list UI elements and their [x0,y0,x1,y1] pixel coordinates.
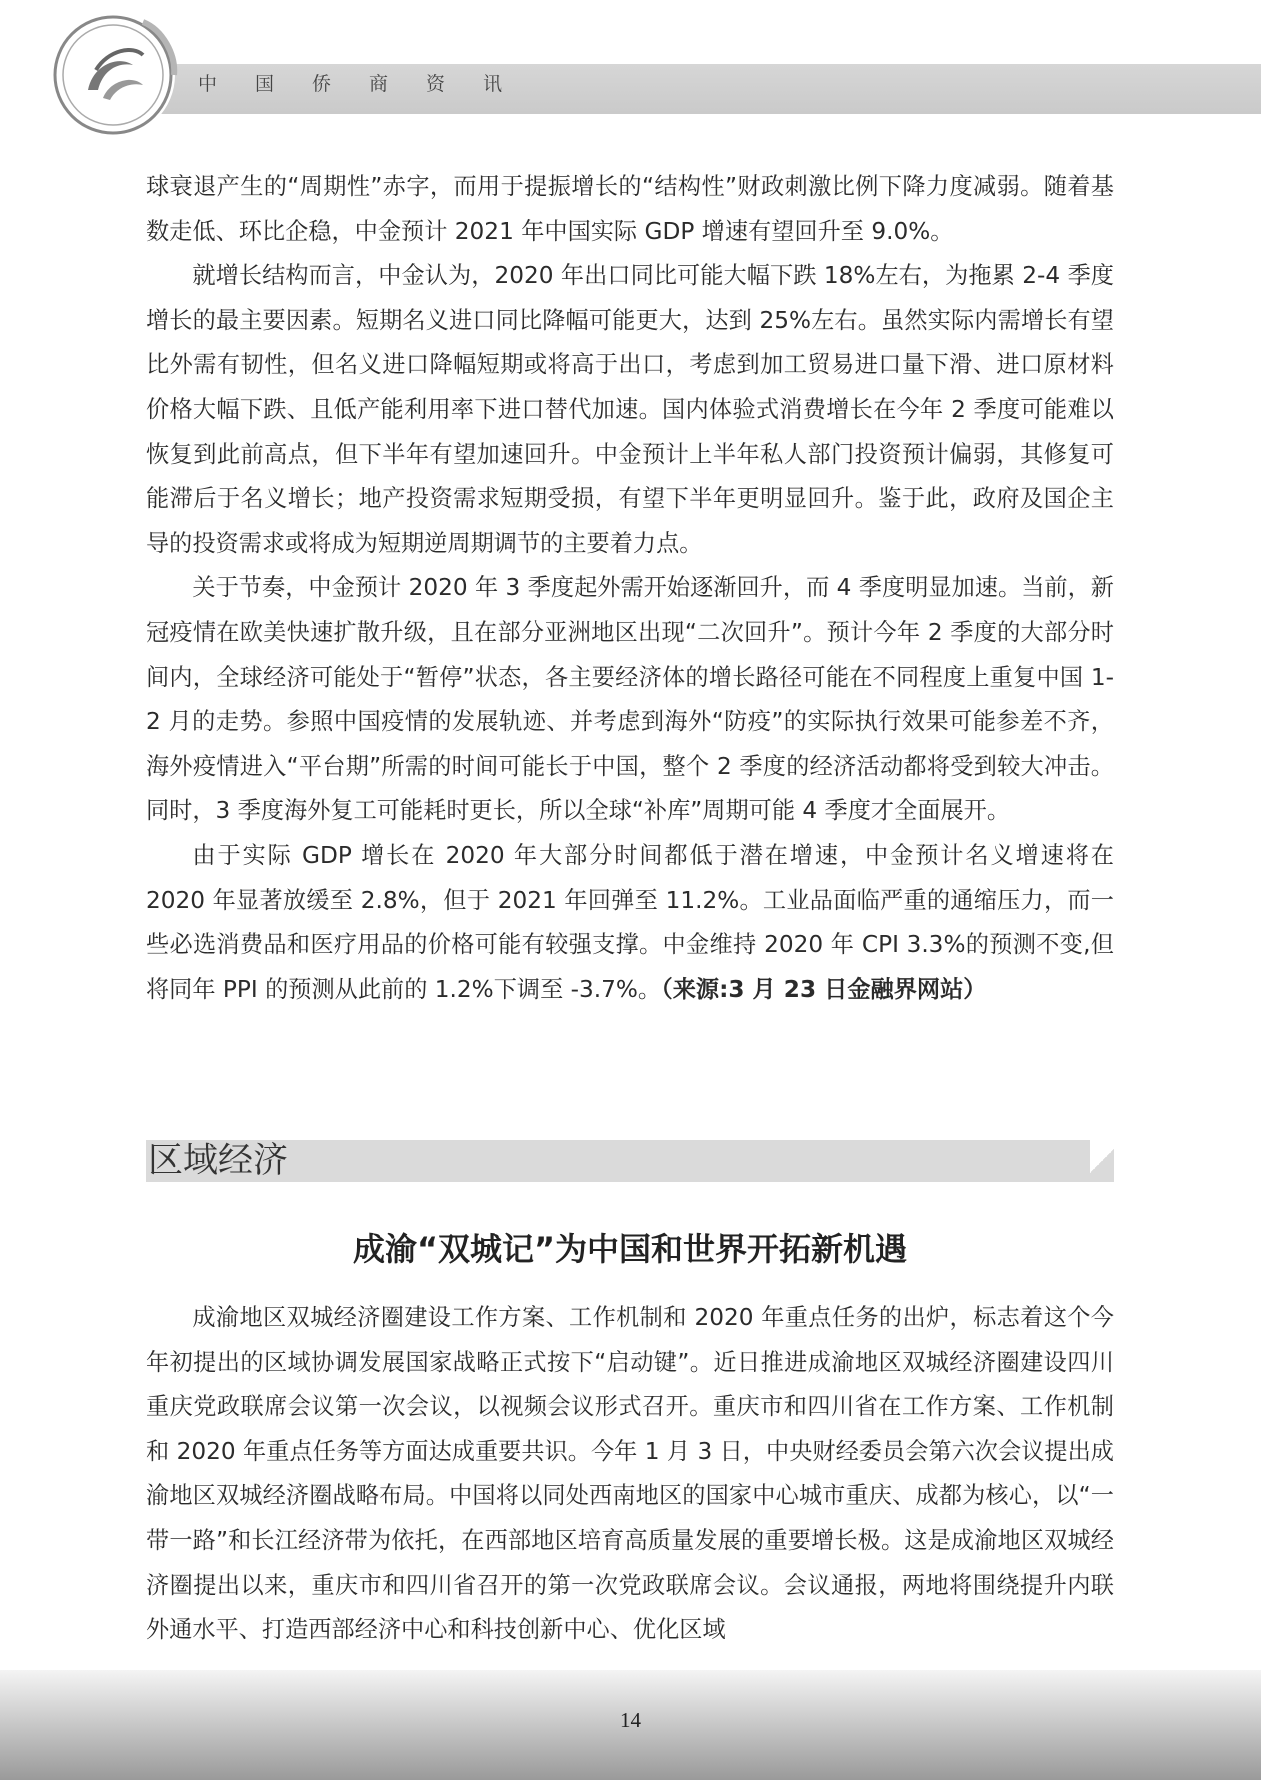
article-body-2 [146,1296,1114,1653]
article-body-1 [146,165,1114,1012]
section-title: 区域经济 [148,1141,289,1181]
section-header-bar [146,1140,1114,1182]
paragraph: 球衰退产生的“周期性”赤字，而用于提振增长的“结构性”财政刺激比例下降力度减弱。随着基数走低、环比企稳，中金预计 2021 年中国实际 GDP 增速有望回升至 9.0%。 [146,173,1114,245]
article-title: 成渝“双城记”为中国和世界开拓新机遇 [352,1230,908,1268]
paragraph-text: 由于实际 GDP 增长在 2020 年大部分时间都低于潜在增速，中金预计名义增速将在 2020 年显著放缓至 2.8%，但于 2021 年回弹至 11.2%。工业品面临严重的通缩压力，而一些必选消费品和医疗用品的价格可能有较强支撑。中金维持 2020 年 CPI 3.3%的预测不变,但将同年 PPI 的预测从此前的 1.2%下调至 -3.7%。 [146,841,1114,1003]
page-number: 14 [620,1708,641,1732]
source-citation: （来源:3 月 23 日金融界网站） [661,975,987,1003]
header-title: 中国侨商资讯 [198,73,541,95]
paragraph [146,834,1114,1012]
paragraph: 成渝地区双城经济圈建设工作方案、工作机制和 2020 年重点任务的出炉，标志着这个今年初提出的区域协调发展国家战略正式按下“启动键”。近日推进成渝地区双城经济圈建设四川重庆党政联席会议第一次会议，以视频会议形式召开。重庆市和四川省在工作方案、工作机制和 2020 年重点任务等方面达成重要共识。今年 1 月 3 日，中央财经委员会第六次会议提出成渝地区双城经济圈战略布局。中国将以同处西南地区的国家中心城市重庆、成都为核心，以“一带一路”和长江经济带为依托，在西部地区培育高质量发展的重要增长极。这是成渝地区双城经济圈提出以来，重庆市和四川省召开的第一次党政联席会议。会议通报，两地将围绕提升内联外通水平、打造西部经济中心和科技创新中心、优化区域 [146,1304,1114,1644]
organization-logo [48,10,178,140]
paragraph: 关于节奏，中金预计 2020 年 3 季度起外需开始逐渐回升，而 4 季度明显加速。当前，新冠疫情在欧美快速扩散升级，且在部分亚洲地区出现“二次回升”。预计今年 2 季度的大部分时间内，全球经济可能处于“暂停”状态，各主要经济体的增长路径可能在不同程度上重复中国 1-2 月的走势。参照中国疫情的发展轨迹、并考虑到海外“防疫”的实际执行效果可能参差不齐，海外疫情进入“平台期”所需的时间可能长于中国，整个 2 季度的经济活动都将受到较大冲击。同时，3 季度海外复工可能耗时更长，所以全球“补库”周期可能 4 季度才全面展开。 [146,574,1114,825]
paragraph: 就增长结构而言，中金认为，2020 年出口同比可能大幅下跌 18%左右，为拖累 2-4 季度增长的最主要因素。短期名义进口同比降幅可能更大，达到 25%左右。虽然实际内需增长有望比外需有韧性，但名义进口降幅短期或将高于出口，考虑到加工贸易进口量下滑、进口原材料价格大幅下跌、且低产能利用率下进口替代加速。国内体验式消费增长在今年 2 季度可能难以恢复到此前高点，但下半年有望加速回升。中金预计上半年私人部门投资预计偏弱，其修复可能滞后于名义增长；地产投资需求短期受损，有望下半年更明显回升。鉴于此，政府及国企主导的投资需求或将成为短期逆周期调节的主要着力点。 [146,262,1114,557]
